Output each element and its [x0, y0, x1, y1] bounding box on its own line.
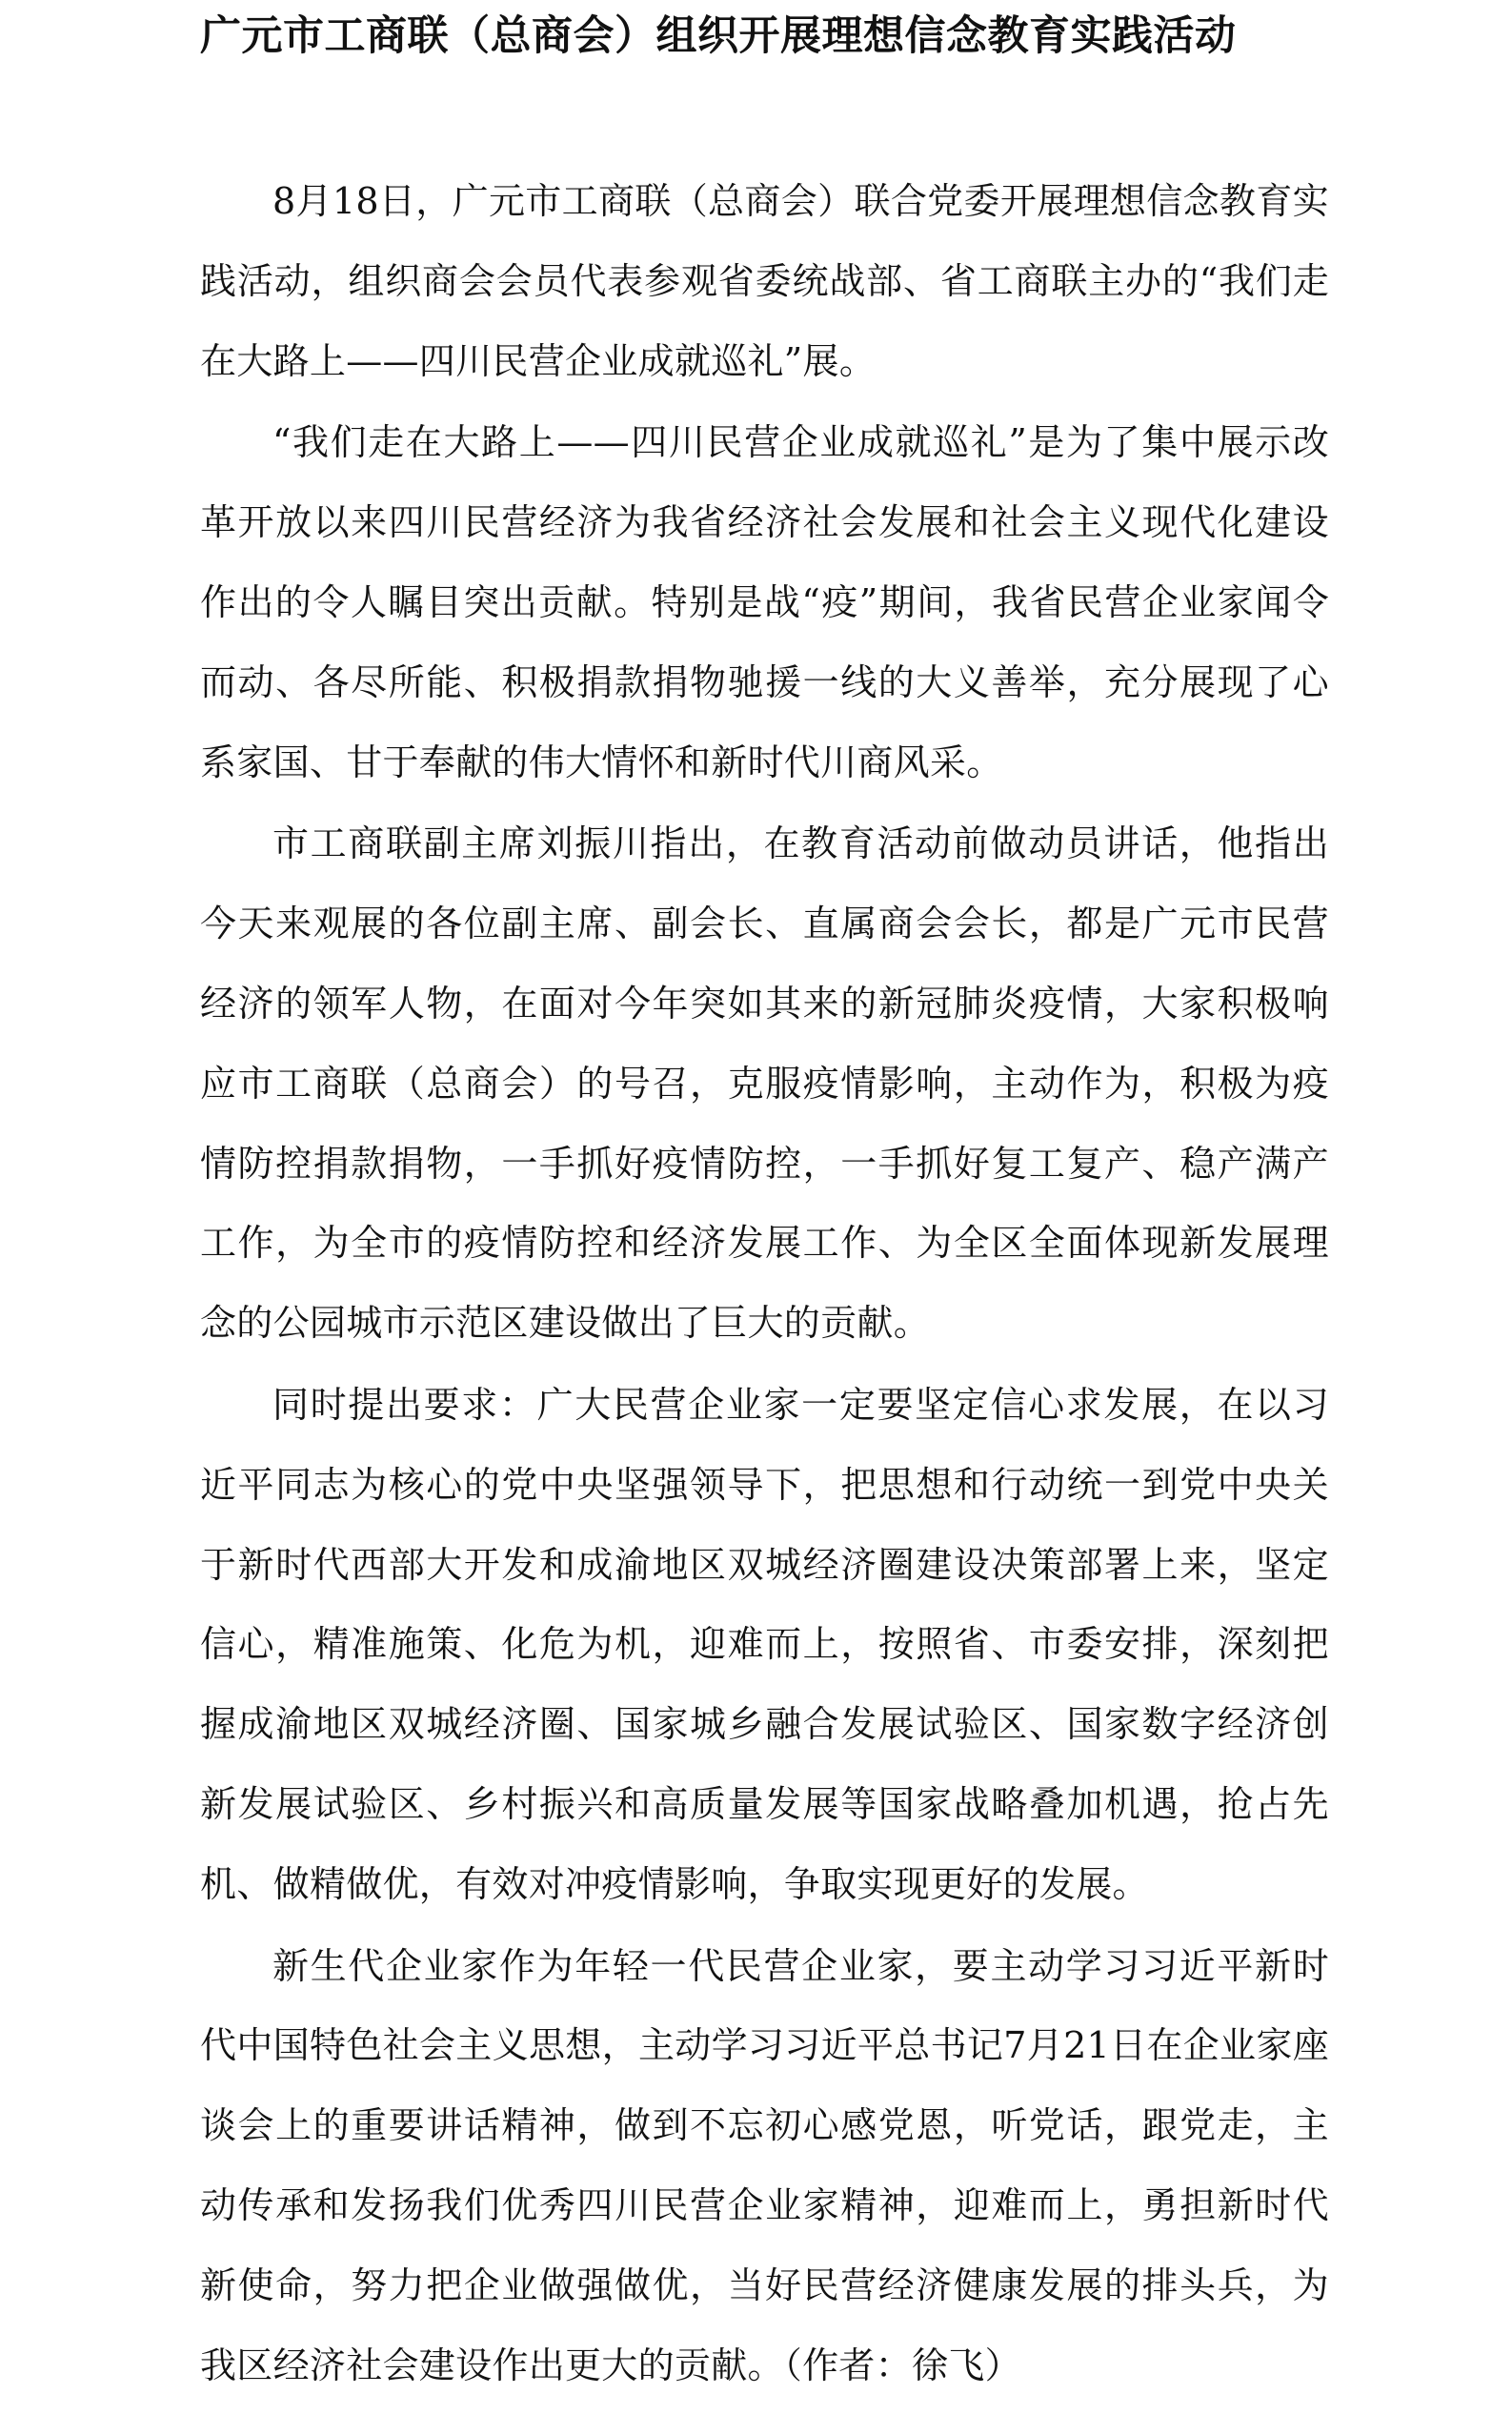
paragraph-1: 8月18日，广元市工商联（总商会）联合党委开展理想信念教育实践活动，组织商会会员代表参观省委统战部、省工商联主办的“我们走在大路上——四川民营企业成就巡礼”展。: [200, 180, 1329, 382]
article-body: [200, 162, 1329, 2407]
paragraph-2: “我们走在大路上——四川民营企业成就巡礼”是为了集中展示改革开放以来四川民营经济为我省经济社会发展和社会主义现代化建设作出的令人瞩目突出贡献。特别是战“疫”期间，我省民营企业家闻令而动、各尽所能、积极捐款捐物驰援一线的大义善举，充分展现了心系家国、甘于奉献的伟大情怀和新时代川商风采。: [200, 421, 1329, 783]
paragraph-4: 同时提出要求：广大民营企业家一定要坚定信心求发展，在以习近平同志为核心的党中央坚强领导下，把思想和行动统一到党中央关于新时代西部大开发和成渝地区双城经济圈建设决策部署上来，坚定信心，精准施策、化危为机，迎难而上，按照省、市委安排，深刻把握成渝地区双城经济圈、国家城乡融合发展试验区、国家数字经济创新发展试验区、乡村振兴和高质量发展等国家战略叠加机遇，抢占先机、做精做优，有效对冲疫情影响，争取实现更好的发展。: [200, 1383, 1329, 1905]
paragraph-5: 新生代企业家作为年轻一代民营企业家，要主动学习习近平新时代中国特色社会主义思想，主动学习习近平总书记7月21日在企业家座谈会上的重要讲话精神，做到不忘初心感党恩，听党话，跟党走，主动传承和发扬我们优秀四川民营企业家精神，迎难而上，勇担新时代新使命，努力把企业做强做优，当好民营经济健康发展的排头兵，为我区经济社会建设作出更大的贡献。（作者：徐飞）: [200, 1944, 1329, 2386]
paragraph-3: 市工商联副主席刘振川指出，在教育活动前做动员讲话，他指出今天来观展的各位副主席、副会长、直属商会会长，都是广元市民营经济的领军人物，在面对今年突如其来的新冠肺炎疫情，大家积极响应市工商联（总商会）的号召，克服疫情影响，主动作为，积极为疫情防控捐款捐物，一手抓好疫情防控，一手抓好复工复产、稳产满产工作，为全市的疫情防控和经济发展工作、为全区全面体现新发展理念的公园城市示范区建设做出了巨大的贡献。: [200, 822, 1329, 1345]
article-title: 广元市工商联（总商会）组织开展理想信念教育实践活动: [200, 12, 1237, 60]
